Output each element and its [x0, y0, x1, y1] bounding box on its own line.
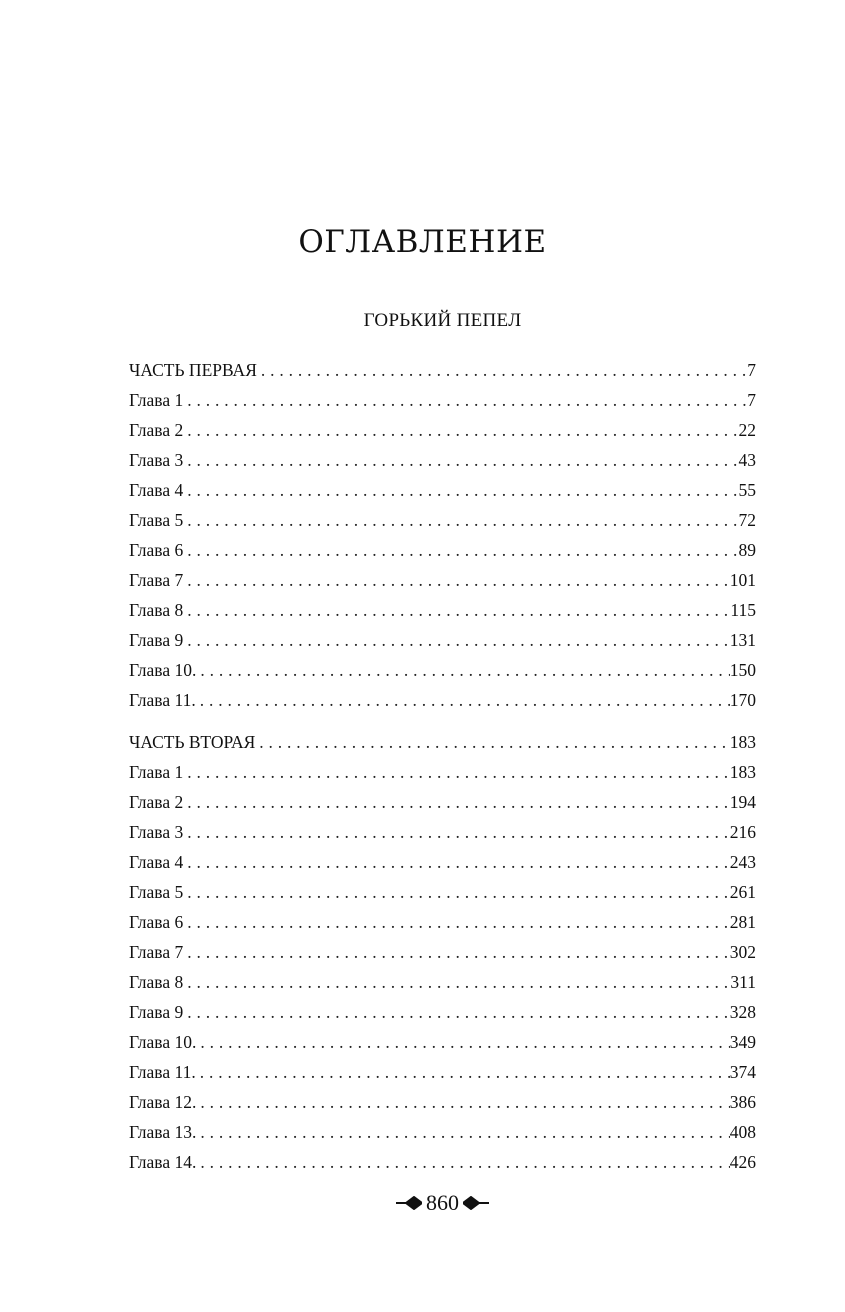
page-number: 72 [738, 510, 756, 530]
page-number: 216 [729, 822, 756, 842]
dot-leader [183, 625, 730, 655]
toc-chapter[interactable] [129, 625, 756, 655]
page-number: 261 [729, 882, 756, 902]
chapter-label: Глава 4 [129, 852, 184, 872]
toc-chapter[interactable] [129, 787, 756, 817]
toc-chapter[interactable] [129, 505, 756, 535]
dot-leader [183, 475, 738, 505]
chapter-label: Глава 8 [129, 972, 184, 992]
dot-leader [196, 1027, 729, 1057]
dot-leader [183, 505, 738, 535]
part-title: ЧАСТЬ ПЕРВАЯ [129, 360, 257, 380]
dot-leader [183, 445, 738, 475]
dot-leader [183, 847, 730, 877]
dot-leader [183, 535, 738, 565]
toc-chapter[interactable] [129, 1117, 756, 1147]
dot-leader [196, 1057, 730, 1087]
dot-leader [196, 1117, 729, 1147]
chapter-label: Глава 6 [129, 912, 184, 932]
table-of-contents [129, 355, 756, 1177]
toc-chapter[interactable] [129, 877, 756, 907]
toc-chapter[interactable] [129, 655, 756, 685]
chapter-label: Глава 14. [129, 1152, 197, 1172]
toc-chapter[interactable] [129, 475, 756, 505]
page-number: 7 [747, 360, 756, 380]
toc-chapter[interactable] [129, 535, 756, 565]
chapter-label: Глава 9 [129, 1002, 184, 1022]
toc-chapter[interactable] [129, 937, 756, 967]
dot-leader [196, 1147, 729, 1177]
toc-chapter[interactable] [129, 967, 756, 997]
chapter-label: Глава 6 [129, 540, 184, 560]
page-footer [0, 1190, 845, 1216]
dot-leader [257, 355, 747, 385]
toc-part-1[interactable] [129, 355, 756, 385]
page-number: 89 [738, 540, 756, 560]
dot-leader [183, 817, 730, 847]
dot-leader [183, 997, 730, 1027]
page-number: 386 [729, 1092, 756, 1112]
toc-chapter[interactable] [129, 685, 756, 715]
page-title: ОГЛАВЛЕНИЕ [298, 224, 547, 260]
chapter-label: Глава 11. [129, 1062, 196, 1082]
page-number: 426 [729, 1152, 756, 1172]
page-number: 101 [729, 570, 756, 590]
chapter-label: Глава 3 [129, 450, 184, 470]
page-number: 311 [730, 972, 756, 992]
page-number: 281 [729, 912, 756, 932]
page-number: 43 [738, 450, 756, 470]
toc-chapter[interactable] [129, 1027, 756, 1057]
dot-leader [183, 595, 730, 625]
page-number: 328 [729, 1002, 756, 1022]
toc-part-2[interactable] [129, 727, 756, 757]
chapter-label: Глава 5 [129, 510, 184, 530]
part-title: ЧАСТЬ ВТОРАЯ [129, 732, 256, 752]
chapter-label: Глава 13. [129, 1122, 197, 1142]
page-number: 22 [738, 420, 756, 440]
right-ornament-icon [463, 1196, 489, 1210]
page-number: 349 [729, 1032, 756, 1052]
page-number: 243 [729, 852, 756, 872]
toc-chapter[interactable] [129, 385, 756, 415]
dot-leader [183, 385, 747, 415]
page-number: 408 [729, 1122, 756, 1142]
dot-leader [183, 937, 730, 967]
page-number: 55 [738, 480, 756, 500]
toc-chapter[interactable] [129, 595, 756, 625]
toc-chapter[interactable] [129, 445, 756, 475]
dot-leader [183, 907, 730, 937]
page-number: 183 [729, 732, 756, 752]
chapter-label: Глава 12. [129, 1092, 197, 1112]
chapter-label: Глава 7 [129, 942, 184, 962]
dot-leader [183, 877, 730, 907]
chapter-label: Глава 2 [129, 420, 184, 440]
toc-chapter[interactable] [129, 415, 756, 445]
dot-leader [183, 565, 730, 595]
book-title: ГОРЬКИЙ ПЕПЕЛ [363, 310, 522, 331]
toc-chapter[interactable] [129, 907, 756, 937]
page-number: 7 [747, 390, 756, 410]
toc-chapter[interactable] [129, 1087, 756, 1117]
dot-leader [196, 655, 729, 685]
page-number: 115 [730, 600, 756, 620]
page-number: 170 [729, 690, 756, 710]
chapter-label: Глава 10. [129, 660, 197, 680]
chapter-label: Глава 7 [129, 570, 184, 590]
dot-leader [183, 757, 730, 787]
toc-chapter[interactable] [129, 847, 756, 877]
part-separator [129, 715, 756, 727]
dot-leader [183, 967, 730, 997]
page-number: 194 [729, 792, 756, 812]
page-number: 150 [729, 660, 756, 680]
toc-chapter[interactable] [129, 1147, 756, 1177]
footer-page-number: 860 [426, 1190, 459, 1215]
chapter-label: Глава 10. [129, 1032, 197, 1052]
chapter-label: Глава 1 [129, 762, 184, 782]
page-number: 131 [729, 630, 756, 650]
dot-leader [183, 415, 738, 445]
dot-leader [196, 1087, 729, 1117]
dot-leader [183, 787, 730, 817]
toc-chapter[interactable] [129, 1057, 756, 1087]
dot-leader [196, 685, 730, 715]
chapter-label: Глава 11. [129, 690, 196, 710]
chapter-label: Глава 8 [129, 600, 184, 620]
toc-chapter[interactable] [129, 997, 756, 1027]
left-ornament-icon [396, 1196, 422, 1210]
toc-chapter[interactable] [129, 565, 756, 595]
chapter-label: Глава 4 [129, 480, 184, 500]
chapter-label: Глава 9 [129, 630, 184, 650]
chapter-label: Глава 5 [129, 882, 184, 902]
toc-chapter[interactable] [129, 817, 756, 847]
page-number: 183 [729, 762, 756, 782]
toc-chapter[interactable] [129, 757, 756, 787]
page-number: 302 [729, 942, 756, 962]
dot-leader [255, 727, 729, 757]
page-number: 374 [729, 1062, 756, 1082]
chapter-label: Глава 1 [129, 390, 184, 410]
chapter-label: Глава 3 [129, 822, 184, 842]
chapter-label: Глава 2 [129, 792, 184, 812]
